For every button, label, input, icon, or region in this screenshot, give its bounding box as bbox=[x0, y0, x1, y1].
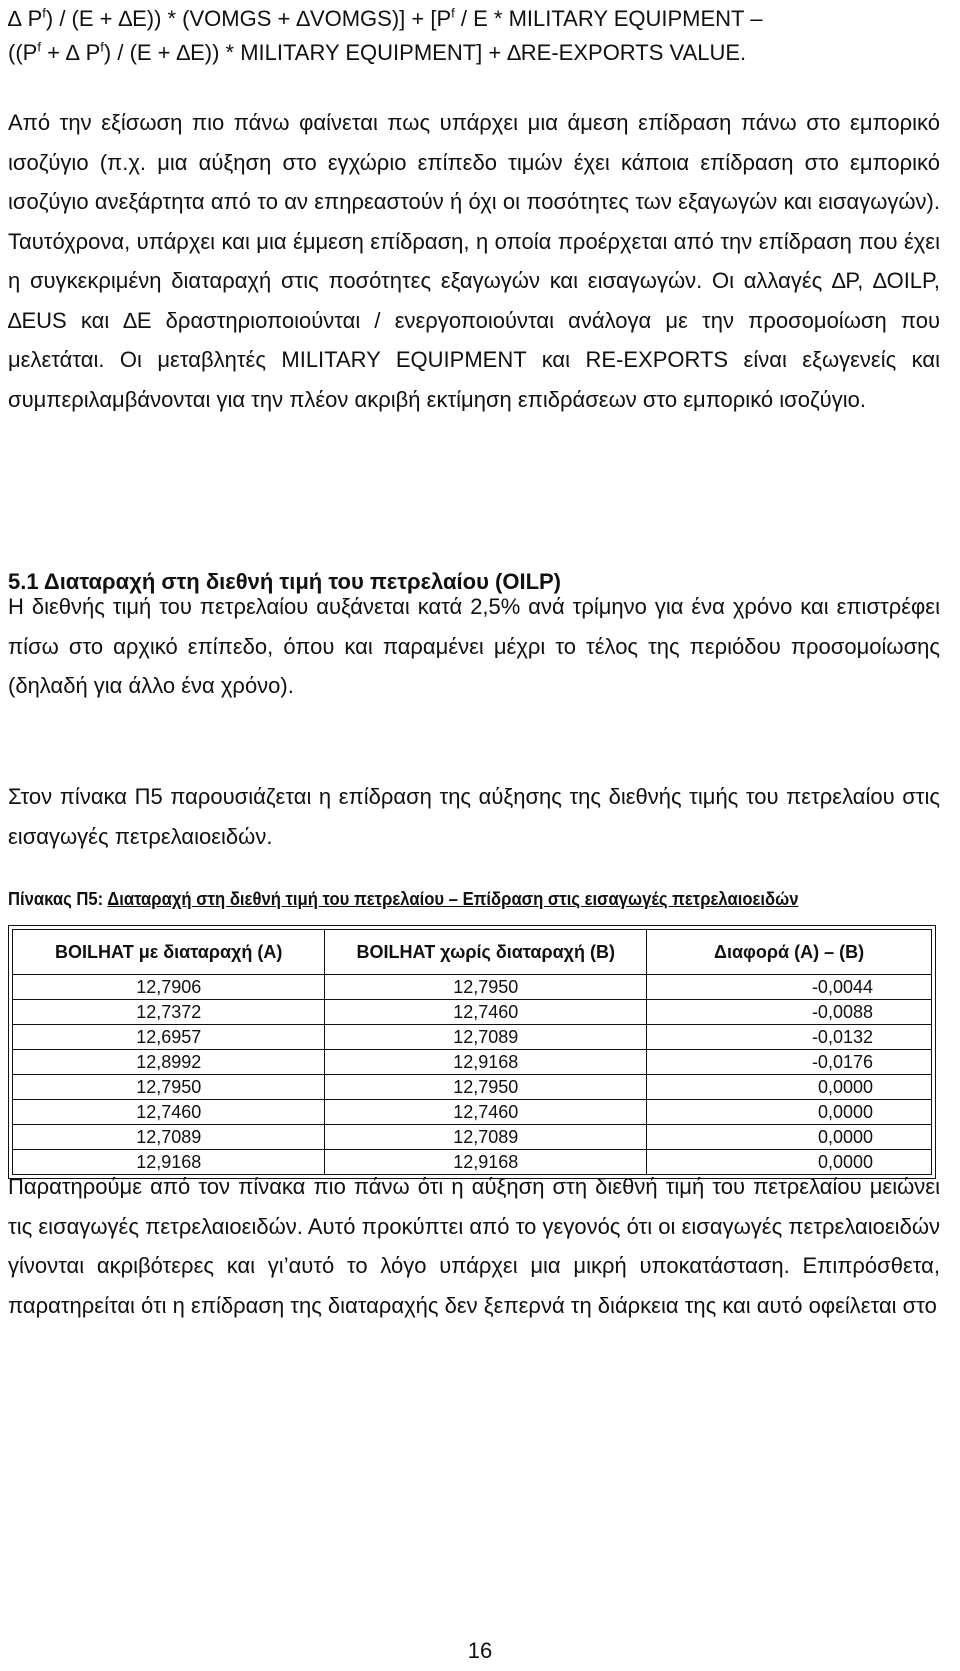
cell-without-shock: 12,7950 bbox=[325, 975, 647, 1000]
cell-difference: -0,0132 bbox=[647, 1025, 932, 1050]
page-number: 16 bbox=[467, 1638, 493, 1663]
cell-difference: 0,0000 bbox=[647, 1100, 932, 1125]
cell-with-shock: 12,6957 bbox=[13, 1025, 325, 1050]
cell-difference: 0,0000 bbox=[647, 1150, 932, 1175]
equation-line-2: (($P^f$ + ∆ $P^f) / (E + \Delta E)$) * MILITARY EQUIPMENT] + ∆RE-EXPORTS VALUE. bbox=[8, 39, 747, 65]
cell-with-shock: 12,7906 bbox=[13, 975, 325, 1000]
paragraph-text: Στον πίνακα Π5 παρουσιάζεται η επίδραση της αύξησης της διεθνής τιμής του πετρελαίου στις εισαγωγές πετρελαιοειδών. bbox=[8, 784, 940, 849]
paragraph-text: Η διεθνής τιμή του πετρελαίου αυξάνεται κατά 2,5% ανά τρίμηνο για ένα χρόνο και επιστρέφει πίσω στο αρχικό επίπεδο, όπου και παραμένει μέχρι το τέλος της περιόδου προσομοίωσης (δηλαδή για άλλο ένα χρόνο). bbox=[8, 594, 940, 698]
cell-without-shock: 12,7460 bbox=[325, 1100, 647, 1125]
cell-difference: 0,0000 bbox=[647, 1125, 932, 1150]
paragraph-equation-explanation bbox=[8, 103, 940, 419]
cell-without-shock: 12,7089 bbox=[325, 1125, 647, 1150]
paragraph-text: Παρατηρούμε από τον πίνακα πιο πάνω ότι η αύξηση στη διεθνή τιμή του πετρελαίου μειώνει τις εισαγωγές πετρελαιοειδών. Αυτό προκύπτει από το γεγονός ότι οι εισαγωγές πετρελαιοειδών γίνονται ακριβότερες και γι’αυτό το λόγο υπάρχει μια μικρή υποκατάσταση. Επιπρόσθετα, παρατηρείται ότι η επίδραση της διαταραχής δεν ξεπερνά τη διάρκεια της και αυτό οφείλεται στο bbox=[8, 1174, 940, 1318]
table-row bbox=[13, 1025, 932, 1050]
cell-without-shock: 12,7950 bbox=[325, 1075, 647, 1100]
cell-without-shock: 12,9168 bbox=[325, 1150, 647, 1175]
paragraph-conclusion bbox=[8, 1167, 940, 1325]
cell-with-shock: 12,8992 bbox=[13, 1050, 325, 1075]
cell-difference: -0,0176 bbox=[647, 1050, 932, 1075]
equation-continuation bbox=[8, 2, 940, 70]
cell-with-shock: 12,7460 bbox=[13, 1100, 325, 1125]
table-row bbox=[13, 1050, 932, 1075]
table-caption-title: Διαταραχή στη διεθνή τιμή του πετρελαίου – Επίδραση στις εισαγωγές πετρελαιοειδών bbox=[107, 888, 799, 909]
table-row bbox=[13, 1125, 932, 1150]
cell-with-shock: 12,7950 bbox=[13, 1075, 325, 1100]
section-heading: 5.1 Διαταραχή στη διεθνή τιμή του πετρελαίου (OILP) bbox=[8, 569, 562, 594]
table-body bbox=[13, 975, 932, 1175]
equation-line-1: ∆ $P^f) / (E + \Delta E)$) * (VOMGS + ∆VOMGS)] + [$P^f$ / E * MILITARY EQUIPMENT – bbox=[8, 5, 763, 31]
column-header-a: BOILHAT με διαταραχή (A) bbox=[13, 930, 325, 975]
table-row bbox=[13, 1100, 932, 1125]
table-row bbox=[13, 1075, 932, 1100]
table-caption bbox=[8, 885, 798, 913]
cell-without-shock: 12,7460 bbox=[325, 1000, 647, 1025]
paragraph-text: Από την εξίσωση πιο πάνω φαίνεται πως υπάρχει μια άμεση επίδραση πάνω στο εμπορικό ισοζύγιο (π.χ. μια αύξηση στο εγχώριο επίπεδο τιμών έχει κάποια επίδραση στο εμπορικό ισοζύγιο ανεξάρτητα από το αν επηρεαστούν ή όχι οι ποσότητες των εξαγωγών και εισαγωγών). Ταυτόχρονα, υπάρχει και μια έμμεση επίδραση, η οποία προέρχεται από την επίδραση που έχει η συγκεκριμένη διαταραχή στις ποσότητες εξαγωγών και εισαγωγών. Οι αλλαγές ∆P, ∆OILP, ∆EUS και ∆E δραστηριοποιούνται / ενεργοποιούνται ανάλογα με την προσομοίωση που μελετάται. Οι μεταβλητές MILITARY EQUIPMENT και RE-EXPORTS είναι εξωγενείς και συμπεριλαμβάνονται για την πλέον ακριβή εκτίμηση επιδράσεων στο εμπορικό ισοζύγιο. bbox=[8, 110, 940, 412]
results-table bbox=[12, 929, 932, 1175]
column-header-diff: Διαφορά (A) – (B) bbox=[647, 930, 932, 975]
table-header-row bbox=[13, 930, 932, 975]
paragraph-oil-price-shock bbox=[8, 587, 940, 706]
paragraph-table-intro bbox=[8, 777, 940, 856]
cell-with-shock: 12,9168 bbox=[13, 1150, 325, 1175]
cell-difference: -0,0044 bbox=[647, 975, 932, 1000]
cell-with-shock: 12,7089 bbox=[13, 1125, 325, 1150]
table-row bbox=[13, 1000, 932, 1025]
cell-difference: 0,0000 bbox=[647, 1075, 932, 1100]
table-frame bbox=[8, 925, 936, 1179]
table-caption-label: Πίνακας Π5: bbox=[8, 888, 104, 909]
column-header-b: BOILHAT χωρίς διαταραχή (B) bbox=[325, 930, 647, 975]
cell-with-shock: 12,7372 bbox=[13, 1000, 325, 1025]
cell-without-shock: 12,9168 bbox=[325, 1050, 647, 1075]
table-row bbox=[13, 975, 932, 1000]
cell-without-shock: 12,7089 bbox=[325, 1025, 647, 1050]
cell-difference: -0,0088 bbox=[647, 1000, 932, 1025]
